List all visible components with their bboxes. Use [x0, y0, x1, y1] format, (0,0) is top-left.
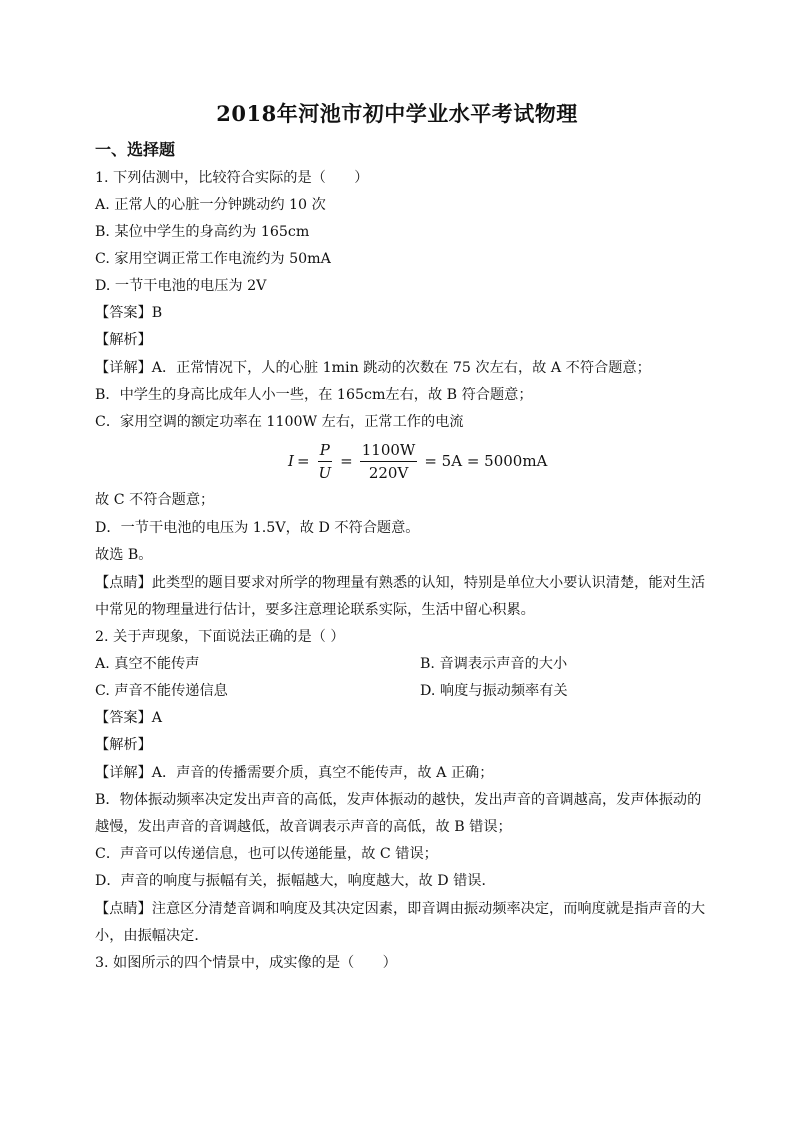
formula-equals-1: = — [296, 452, 310, 470]
question-1-detail-b: B．中学生的身高比成年人小一些，在 165cm左右，故 B 符合题意； — [95, 387, 533, 403]
question-2-comment-line-1: 【点睛】注意区分清楚音调和响度及其决定因素，即音调由振动频率决定，而响度就是指声音的大 — [95, 901, 706, 917]
question-1-comment-line-2: 中常见的物理量进行估计，要多注意理论联系实际，生活中留心积累。 — [95, 602, 535, 618]
question-1-option-d: D. 一节干电池的电压为 2V — [95, 278, 267, 294]
question-1-comment-line-1: 【点睛】此类型的题目要求对所学的物理量有熟悉的认知，特别是单位大小要认识清楚，能对生活 — [95, 575, 706, 591]
question-1-option-b: B. 某位中学生的身高约为 165cm — [95, 224, 310, 240]
formula-fraction-1-numerator: P — [318, 440, 332, 462]
question-2-stem: 2. 关于声现象，下面说法正确的是（ ） — [95, 629, 345, 645]
formula-equals-2: = — [340, 452, 353, 470]
question-3-stem: 3. 如图所示的四个情景中，成实像的是（ ） — [95, 955, 397, 971]
formula-fraction-power-voltage — [317, 440, 334, 483]
formula-lhs: I — [288, 452, 294, 470]
formula-fraction-2-numerator: 1100W — [360, 440, 418, 462]
question-1-analysis-label: 【解析】 — [95, 332, 152, 348]
question-1-choice: 故选 B。 — [95, 547, 153, 563]
question-2-option-c: C. 声音不能传递信息 — [95, 683, 228, 699]
formula-fraction-1-denominator: U — [318, 463, 332, 482]
question-1-answer: 【答案】B — [95, 305, 163, 321]
question-1-stem: 1. 下列估测中，比较符合实际的是（ ） — [95, 170, 369, 186]
question-2-option-a: A. 真空不能传声 — [95, 656, 200, 672]
question-2-option-d: D. 响度与振动频率有关 — [420, 683, 568, 699]
question-1-option-c: C. 家用空调正常工作电流约为 50mA — [95, 251, 331, 267]
question-1-option-a: A. 正常人的心脏一分钟跳动约 10 次 — [95, 197, 326, 213]
section-heading: 一、选择题 — [95, 140, 176, 159]
question-2-analysis-label: 【解析】 — [95, 737, 152, 753]
formula-fraction-values — [360, 440, 418, 483]
question-2-detail-b-line-1: B．物体振动频率决定发出声音的高低，发声体振动的越快，发出声音的音调越高，发声体振动的 — [95, 792, 702, 808]
document-title: 2018年河池市初中学业水平考试物理 — [216, 101, 578, 126]
question-2-option-b: B. 音调表示声音的大小 — [420, 656, 568, 672]
question-2-detail-a: 【详解】A．声音的传播需要介质，真空不能传声，故 A 正确； — [95, 765, 494, 781]
question-1-detail-c: C．家用空调的额定功率在 1100W 左右，正常工作的电流 — [95, 414, 464, 430]
question-1-detail-d: D．一节干电池的电压为 1.5V，故 D 不符合题意。 — [95, 520, 420, 536]
question-2-detail-b-line-2: 越慢，发出声音的音调越低，故音调表示声音的高低，故 B 错误； — [95, 819, 512, 835]
question-2-comment-line-2: 小，由振幅决定． — [95, 928, 209, 944]
formula-fraction-2-denominator: 220V — [368, 463, 409, 482]
question-1-detail-a: 【详解】A．正常情况下，人的心脏 1min 跳动的次数在 75 次左右，故 A 不符合题意； — [95, 360, 651, 376]
current-formula — [288, 438, 550, 484]
question-1-detail-c-conclusion: 故 C 不符合题意； — [95, 492, 215, 508]
formula-result: = 5A = 5000mA — [424, 452, 548, 470]
question-2-detail-c: C．声音可以传递信息，也可以传递能量，故 C 错误； — [95, 846, 438, 862]
question-2-detail-d: D．声音的响度与振幅有关，振幅越大，响度越大，故 D 错误． — [95, 873, 496, 889]
question-2-answer: 【答案】A — [95, 710, 162, 726]
